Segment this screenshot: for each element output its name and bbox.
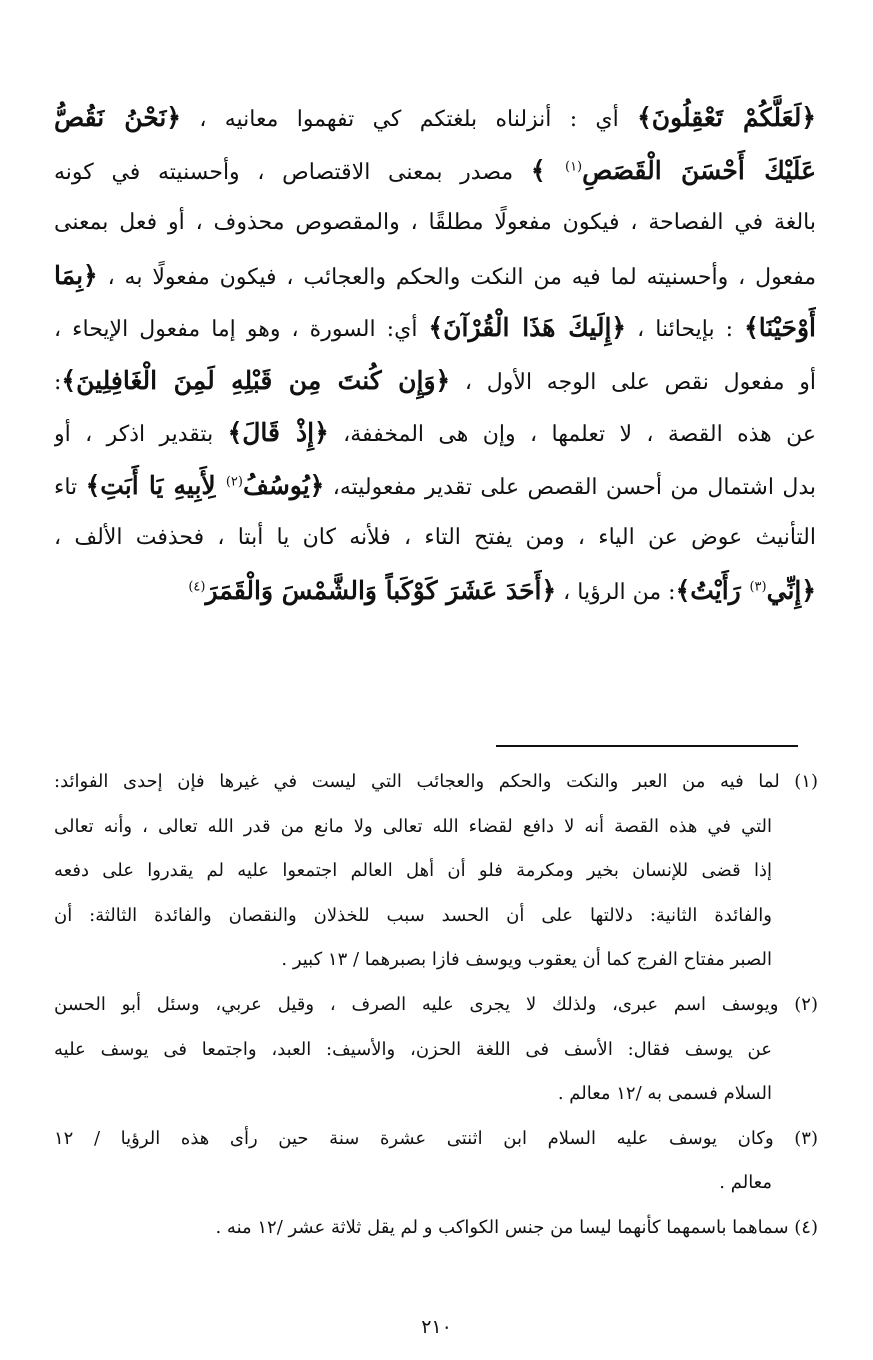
main-text-line [54,407,816,460]
commentary-text: أي: السورة ، وهو إما مفعول الإيحاء ، [54,317,429,342]
footnote-1-line: التي في هذه القصة أنه لا دافع لقضاء الله تعالى ولا مانع من قدر الله تعالى ، وأنه تعالى [54,815,773,837]
commentary-text: مصدر بمعنى الاقتصاص ، وأحسنيته في كونه [54,159,531,185]
commentary-text: التأنيث عوض عن الياء ، ومن يفتح التاء ، فلأنه كان يا أبتا ، فحذفت الألف ، [54,525,816,550]
commentary-text: : [54,369,62,395]
quran-quote: عَلَيْكَ أَحْسَنَ الْقَصَصِ [582,155,816,185]
commentary-text: مفعول ، وأحسنيته لما فيه من النكت والحكم والعجائب ، فيكون مفعولًا به ، [97,264,816,290]
main-text-line [54,355,816,408]
footnote-3-line: (٣) وكان يوسف عليه السلام ابن اثنتى عشرة سنة حين رأى هذه الرؤيا / ١٢ [54,1127,818,1149]
quran-quote: ﴿لَعَلَّكُمْ تَعْقِلُونَ﴾ [637,103,816,132]
footnote-4-line: (٤) سماهما باسمهما كأنهما ليسا من جنس الكواكب و لم يقل ثلاثة عشر /١٢ منه . [215,1216,818,1238]
commentary-text: بالغة في الفصاحة ، فيكون مفعولًا مطلقًا ، والمقصوص محذوف ، أو فعل بمعنى [54,210,816,235]
quran-quote: ﴿نَحْنُ نَقُصُّ [54,103,182,132]
quran-quote: ﴿أَحَدَ عَشَرَ كَوْكَباً وَالشَّمْسَ وَالْقَمَرَ [205,575,557,605]
main-text-line [54,460,816,513]
main-text-line [54,197,816,250]
commentary-text: أي : أنزلناه بلغتكم كي تفهموا معانيه ، [181,107,638,132]
quran-quote: ﴿إِلَيكَ هَذَا الْقُرْآنَ﴾ [428,313,627,342]
footnote-ref: (٣) [749,579,767,595]
commentary-text: : من الرؤيا ، [556,579,676,605]
commentary-text: بدل اشتمال من أحسن القصص على تقدير مفعوليته، [324,474,816,500]
footnote-1-line: إذا قضى للإنسان بخير ومكرمة فلو أن أهل العالم اجتمعوا عليه لم يقدروا على دفعه [54,860,772,882]
quran-quote: رَأَيْتُ﴾ [675,575,750,605]
quran-quote: ﴿إِذْ قَالَ﴾ [227,418,329,447]
footnote-ref: (١) [564,159,583,175]
main-text-line [54,302,816,355]
commentary-text: أو مفعول نقص على الوجه الأول ، [450,369,816,395]
footnote-1-line: الصبر مفتاح الفرج كما أن يعقوب ويوسف فازا بصبرهما / ١٣ كبير . [281,949,772,971]
quran-quote: ﴿بِمَا [54,260,98,290]
main-text-line [54,250,816,303]
main-text-block [54,92,816,617]
main-text-line [54,92,816,145]
main-text-line [54,145,816,198]
footnotes-block [54,760,818,1251]
footnote-2-line: السلام فسمى به /١٢ معالم . [557,1083,772,1105]
quran-quote: ﴿وَإِن كُنتَ مِن قَبْلِهِ لَمِنَ الْغَافِلِينَ﴾ [61,365,451,395]
main-text-line [54,512,816,565]
footnote-3-line: معالم . [719,1172,772,1194]
quran-quote: أَوْحَيْنَا﴾ [744,313,816,342]
commentary-text: تاء [54,474,86,500]
main-text-line [54,565,816,618]
footnote-ref: (٤) [188,579,206,595]
commentary-text: عن هذه القصة ، لا تعلمها ، وإن هى المخففة، [328,422,816,447]
commentary-text: : بإيحائنا ، [626,317,745,342]
footnote-1-line: (١) لما فيه من العبر والنكت والحكم والعجائب التي ليست في غيرها فإن إحدى الفوائد: [54,771,818,792]
footnote-2-line: (٢) ويوسف اسم عبرى، ولذلك لا يجرى عليه الصرف ، وقيل عربي، وسئل أبو الحسن [54,993,818,1015]
quran-quote: ﴿يُوسُفُ [242,470,325,500]
commentary-text: بتقدير اذكر ، أو [54,422,228,447]
quran-quote: ﴾ [530,155,565,185]
quran-quote: لِأَبِيهِ يَا أَبَتِ﴾ [85,470,226,500]
page-number: ٢١٠ [421,1316,452,1338]
footnote-2-line: عن يوسف فقال: الأسف فى اللغة الحزن، والأسيف: العبد، واجتمعا فى يوسف عليه [54,1038,772,1060]
footnote-1-line: والفائدة الثانية: دلالتها على أن الحسد سبب للخذلان والنقصان والفائدة الثالثة: أن [54,904,772,926]
footnote-ref: (٢) [225,474,243,490]
footnote-separator [496,745,798,747]
quran-quote: ﴿إِنِّي [766,575,816,605]
